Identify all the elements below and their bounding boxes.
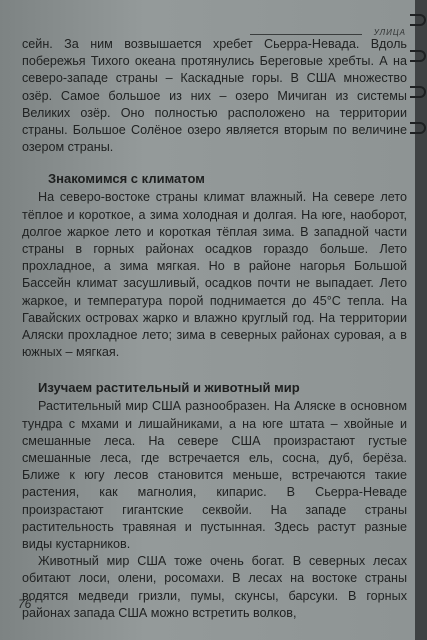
- binding-ring: [410, 86, 426, 98]
- intro-paragraph: сейн. За ним возвышается хребет Сьерра-Невада. Вдоль побережья Тихого океана протянулись Береговые хребты. А на северо-западе страны – Каскадные горы. В США множество озёр. Самое большое из них – озеро Мичиган из системы Великих озёр. Оно полностью расположено на территории страны. Большое Солёное озеро является вторым по величине озером страны.: [22, 37, 407, 155]
- binding-ring: [410, 14, 426, 26]
- climate-paragraph: На северо-востоке страны климат влажный. На севере лето тёплое и короткое, а зима холодная и долгая. На юге, наоборот, долгое жаркое лето и короткая тёплая зима. В западной части страны в горных районах осадков гораздо больше. Лето прохладное, а зима мягкая. Но в районе нагорья Большой Бассейн климат засушливый, осадков почти не выпадает. Лето жаркое, и температура порой поднимается до 45°C тепла. На Гавайских островах жарко и влажно круглый год. На территории Аляски прохладное лето; зима в северных районах суровая, а в южных – мягкая.: [22, 190, 407, 360]
- running-head-text: УЛИЦА: [373, 28, 406, 37]
- binding-ring: [410, 50, 426, 62]
- page-content: [22, 36, 407, 622]
- flora-paragraph: Растительный мир США разнообразен. На Аляске в основном тундра с мхами и лишайниками, а на юге штата – хвойные и смешанные леса. На севере США произрастают густые смешанные леса, где встречается ель, сосна, дуб, берёза. Ближе к югу лесов становится меньше, встречаются такие растения, как магнолия, кипарис. В Сьерра-Неваде произрастают гигантские секвойи. На западе страны растительность травяная и пустынная. Здесь растут разные виды кустарников.: [22, 399, 407, 552]
- header-rule: [250, 34, 362, 35]
- page-number: 76: [18, 597, 32, 611]
- fauna-paragraph: Животный мир США тоже очень богат. В северных лесах обитают лоси, олени, росомахи. В лесах на востоке страны водятся медведи гризли, пумы, скунсы, барсуки. В горных районах запада США можно встретить волков,: [22, 554, 407, 620]
- climate-heading: Знакомимся с климатом: [48, 171, 205, 187]
- binding-ring: [410, 122, 426, 134]
- flora-fauna-heading: Изучаем растительный и животный мир: [38, 380, 300, 396]
